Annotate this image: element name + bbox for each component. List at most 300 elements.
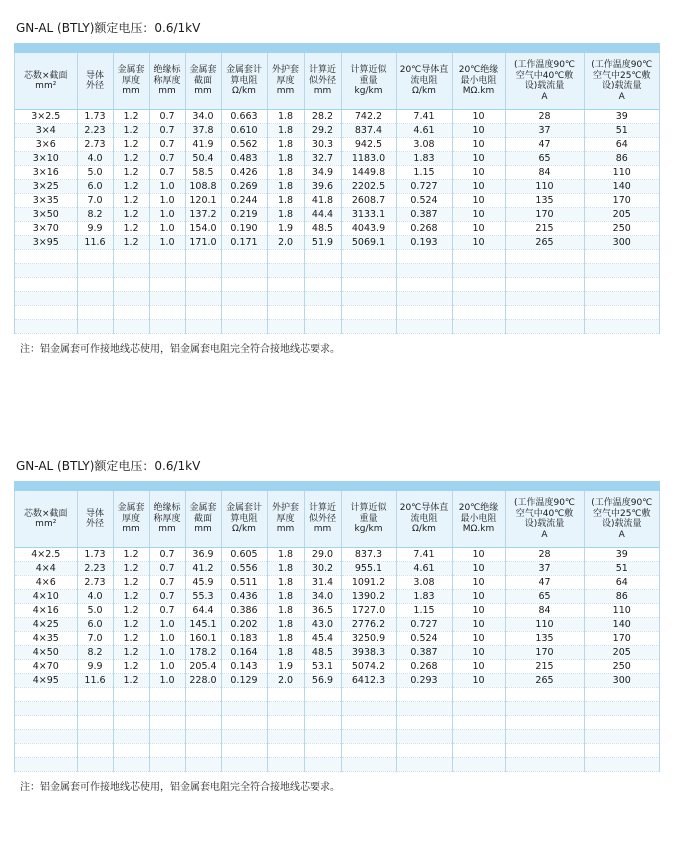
table-cell: 84 <box>505 604 584 618</box>
table-cell: 205.4 <box>185 660 221 674</box>
empty-cell <box>15 264 77 278</box>
table-cell: 32.7 <box>304 152 341 166</box>
table-cell: 1.8 <box>267 632 304 646</box>
table-cell: 0.7 <box>149 166 185 180</box>
empty-cell <box>149 320 185 334</box>
empty-cell <box>77 758 113 772</box>
table-cell: 110 <box>584 166 659 180</box>
table-cell: 10 <box>452 646 505 660</box>
table-cell: 140 <box>584 180 659 194</box>
table-cell: 215 <box>505 660 584 674</box>
table-row <box>15 674 659 688</box>
table-cell: 43.0 <box>304 618 341 632</box>
table-cell: 4×95 <box>15 674 77 688</box>
empty-row <box>15 320 659 334</box>
column-header-line: 计算近 <box>308 65 336 76</box>
table-cell: 84 <box>505 166 584 180</box>
table-cell: 10 <box>452 618 505 632</box>
column-header-line: 流电阻 <box>410 75 438 86</box>
table-cell: 64.4 <box>185 604 221 618</box>
table-cell: 3.08 <box>396 138 452 152</box>
table-cell: 0.386 <box>221 604 267 618</box>
table-cell: 41.2 <box>185 562 221 576</box>
table-cell: 1.9 <box>267 222 304 236</box>
table-cell: 1.0 <box>149 194 185 208</box>
empty-cell <box>267 292 304 306</box>
table-cell: 64 <box>584 576 659 590</box>
table-cell: 4.61 <box>396 562 452 576</box>
table-cell: 4043.9 <box>341 222 396 236</box>
column-header <box>304 53 341 110</box>
empty-cell <box>304 744 341 758</box>
empty-cell <box>505 306 584 320</box>
empty-cell <box>221 320 267 334</box>
table-cell: 1.15 <box>396 604 452 618</box>
table-cell: 0.7 <box>149 124 185 138</box>
table-cell: 0.483 <box>221 152 267 166</box>
table-cell: 2.73 <box>77 138 113 152</box>
table-cell: 36.5 <box>304 604 341 618</box>
empty-cell <box>505 292 584 306</box>
table-cell: 6.0 <box>77 618 113 632</box>
table-cell: 178.2 <box>185 646 221 660</box>
empty-cell <box>304 716 341 730</box>
empty-cell <box>396 264 452 278</box>
empty-cell <box>221 278 267 292</box>
column-header-line: 20℃导体直 <box>399 503 449 514</box>
column-header <box>341 491 396 548</box>
empty-cell <box>15 744 77 758</box>
column-header-line: 金属套计 <box>225 503 262 514</box>
table-cell: 942.5 <box>341 138 396 152</box>
column-header-line: 金属套 <box>117 65 145 76</box>
table-row <box>15 618 659 632</box>
table-cell: 0.244 <box>221 194 267 208</box>
table-cell: 1.2 <box>113 646 149 660</box>
table-cell: 4×10 <box>15 590 77 604</box>
table-cell: 0.426 <box>221 166 267 180</box>
empty-cell <box>221 716 267 730</box>
empty-cell <box>149 250 185 264</box>
column-header-line: (工作温度90℃ <box>591 60 653 70</box>
column-header <box>185 53 221 110</box>
table-cell: 51.9 <box>304 236 341 250</box>
table-cell: 0.7 <box>149 562 185 576</box>
table-cell: 2.23 <box>77 124 113 138</box>
column-header-line: 外护套 <box>271 65 299 76</box>
column-header-line: 20℃导体直 <box>399 65 449 76</box>
column-header-line: kg/km <box>354 524 383 535</box>
empty-cell <box>396 702 452 716</box>
column-header-line: 算电阻 <box>230 75 258 86</box>
empty-cell <box>396 320 452 334</box>
column-header-line: mm² <box>35 519 57 529</box>
table-cell: 120.1 <box>185 194 221 208</box>
empty-cell <box>15 702 77 716</box>
header-row <box>15 53 659 110</box>
table-row <box>15 166 659 180</box>
footnote: 注：铝金属套可作接地线芯使用，铝金属套电阻完全符合接地线芯要求。 <box>20 344 340 355</box>
empty-cell <box>452 758 505 772</box>
table-cell: 51 <box>584 124 659 138</box>
table-cell: 0.190 <box>221 222 267 236</box>
empty-cell <box>452 730 505 744</box>
column-header-line: 金属套计 <box>225 65 262 76</box>
table-cell: 135 <box>505 194 584 208</box>
table-cell: 0.268 <box>396 222 452 236</box>
table-cell: 0.511 <box>221 576 267 590</box>
empty-cell <box>341 688 396 702</box>
empty-cell <box>185 264 221 278</box>
empty-cell <box>341 744 396 758</box>
table-cell: 0.727 <box>396 618 452 632</box>
table-cell: 8.2 <box>77 646 113 660</box>
table-cell: 29.0 <box>304 548 341 562</box>
table-cell: 11.6 <box>77 236 113 250</box>
empty-row <box>15 716 659 730</box>
empty-cell <box>505 730 584 744</box>
column-header-line: mm <box>194 524 212 535</box>
table-row <box>15 604 659 618</box>
empty-cell <box>185 278 221 292</box>
column-header-line: Ω/km <box>232 86 256 97</box>
empty-cell <box>505 278 584 292</box>
empty-row <box>15 730 659 744</box>
table-cell: 0.610 <box>221 124 267 138</box>
table-cell: 1.2 <box>113 632 149 646</box>
column-header <box>505 491 584 548</box>
empty-cell <box>341 702 396 716</box>
table-cell: 30.2 <box>304 562 341 576</box>
empty-cell <box>77 278 113 292</box>
table-row <box>15 194 659 208</box>
empty-cell <box>341 716 396 730</box>
empty-cell <box>452 250 505 264</box>
empty-cell <box>452 716 505 730</box>
table-cell: 7.41 <box>396 548 452 562</box>
empty-cell <box>77 292 113 306</box>
column-header-line: A <box>541 91 548 102</box>
empty-cell <box>149 306 185 320</box>
empty-cell <box>221 688 267 702</box>
column-header-line: 最小电阻 <box>460 75 497 86</box>
table-cell: 86 <box>584 590 659 604</box>
table-cell: 145.1 <box>185 618 221 632</box>
table-cell: 10 <box>452 124 505 138</box>
column-header <box>15 53 77 110</box>
column-header-line: mm <box>313 86 332 97</box>
table-cell: 4×50 <box>15 646 77 660</box>
empty-row <box>15 744 659 758</box>
table-cell: 2.0 <box>267 674 304 688</box>
table-cell: 0.562 <box>221 138 267 152</box>
empty-cell <box>185 688 221 702</box>
empty-cell <box>452 688 505 702</box>
column-header-line: 空气中25℃敷 <box>592 508 651 519</box>
empty-cell <box>396 306 452 320</box>
empty-cell <box>185 320 221 334</box>
empty-cell <box>452 702 505 716</box>
empty-cell <box>113 730 149 744</box>
empty-cell <box>505 320 584 334</box>
table-cell: 1.8 <box>267 124 304 138</box>
empty-row <box>15 306 659 320</box>
table-cell: 28 <box>505 110 584 124</box>
table-cell: 47 <box>505 138 584 152</box>
empty-cell <box>113 250 149 264</box>
table-cell: 1.2 <box>113 576 149 590</box>
empty-row <box>15 702 659 716</box>
table-cell: 1.8 <box>267 194 304 208</box>
column-header <box>77 491 113 548</box>
table-row <box>15 236 659 250</box>
empty-cell <box>267 320 304 334</box>
table-cell: 3133.1 <box>341 208 396 222</box>
table-cell: 28.2 <box>304 110 341 124</box>
table-cell: 1.83 <box>396 152 452 166</box>
table-cell: 1.2 <box>113 110 149 124</box>
table-cell: 1091.2 <box>341 576 396 590</box>
table-cell: 3×50 <box>15 208 77 222</box>
table-cell: 5.0 <box>77 604 113 618</box>
table-cell: 56.9 <box>304 674 341 688</box>
column-header-line: mm <box>122 86 140 97</box>
column-header-line: 金属套 <box>189 65 217 76</box>
table-cell: 0.7 <box>149 110 185 124</box>
empty-cell <box>341 250 396 264</box>
empty-cell <box>304 306 341 320</box>
cable-spec-section-3-core <box>14 18 660 355</box>
empty-cell <box>113 306 149 320</box>
table-cell: 0.663 <box>221 110 267 124</box>
table-row <box>15 208 659 222</box>
table-cell: 3×6 <box>35 139 56 150</box>
spec-table <box>15 491 659 772</box>
column-header-line: 20℃绝缘 <box>458 65 499 76</box>
empty-row <box>15 758 659 772</box>
table-cell: 170 <box>584 632 659 646</box>
empty-cell <box>341 306 396 320</box>
empty-cell <box>396 744 452 758</box>
column-header-line: (工作温度90℃ <box>513 498 576 508</box>
table-cell: 1449.8 <box>341 166 396 180</box>
table-cell: 51 <box>584 562 659 576</box>
empty-cell <box>505 688 584 702</box>
empty-cell <box>15 306 77 320</box>
empty-cell <box>15 278 77 292</box>
empty-cell <box>505 716 584 730</box>
empty-cell <box>396 292 452 306</box>
empty-cell <box>584 744 659 758</box>
table-cell: 3×16 <box>32 167 59 178</box>
column-header-line: 厚度 <box>276 513 295 524</box>
column-header-line: 似外径 <box>308 75 336 86</box>
column-header-line: A <box>618 529 625 540</box>
empty-cell <box>304 688 341 702</box>
table-cell: 2.73 <box>77 576 113 590</box>
table-cell: 2608.7 <box>341 194 396 208</box>
empty-cell <box>584 306 659 320</box>
column-header <box>221 53 267 110</box>
table-cell: 2776.2 <box>341 618 396 632</box>
table-cell: 64 <box>584 138 659 152</box>
column-header-line: mm <box>313 524 332 535</box>
table-row <box>15 660 659 674</box>
empty-cell <box>267 716 304 730</box>
table-cell: 5074.2 <box>341 660 396 674</box>
column-header-line: MΩ.km <box>462 524 495 535</box>
empty-cell <box>584 702 659 716</box>
table-cell: 1.2 <box>113 124 149 138</box>
column-header <box>341 53 396 110</box>
empty-row <box>15 292 659 306</box>
empty-cell <box>505 264 584 278</box>
column-header-line: 计算近似 <box>350 503 387 514</box>
table-cell: 4×6 <box>35 577 56 588</box>
table-cell: 3×35 <box>32 195 59 206</box>
table-cell: 250 <box>584 660 659 674</box>
empty-cell <box>149 264 185 278</box>
table-cell: 1.2 <box>113 138 149 152</box>
table-cell: 0.202 <box>221 618 267 632</box>
table-cell: 4×16 <box>32 605 59 616</box>
empty-cell <box>396 730 452 744</box>
empty-cell <box>77 250 113 264</box>
empty-cell <box>396 250 452 264</box>
empty-cell <box>267 688 304 702</box>
table-cell: 1.0 <box>149 618 185 632</box>
empty-cell <box>267 306 304 320</box>
empty-cell <box>77 264 113 278</box>
empty-cell <box>77 306 113 320</box>
column-header <box>113 491 149 548</box>
table-cell: 2202.5 <box>341 180 396 194</box>
table-cell: 4×70 <box>32 661 59 672</box>
empty-cell <box>185 758 221 772</box>
table-cell: 7.41 <box>396 110 452 124</box>
empty-cell <box>452 264 505 278</box>
table-cell: 1.0 <box>149 236 185 250</box>
table-cell: 0.556 <box>221 562 267 576</box>
table-cell: 1390.2 <box>341 590 396 604</box>
empty-cell <box>267 250 304 264</box>
empty-cell <box>15 250 77 264</box>
column-header <box>221 491 267 548</box>
column-header-line: 计算近似 <box>350 65 387 76</box>
table-cell: 0.164 <box>221 646 267 660</box>
column-header-line: 外护套 <box>271 503 299 514</box>
empty-cell <box>267 264 304 278</box>
column-header-line: 金属套 <box>117 503 145 514</box>
table-cell: 250 <box>584 222 659 236</box>
empty-cell <box>15 758 77 772</box>
table-cell: 171.0 <box>185 236 221 250</box>
table-cell: 10 <box>452 152 505 166</box>
column-header <box>396 53 452 110</box>
table-cell: 37 <box>505 562 584 576</box>
column-header-line: (工作温度90℃ <box>513 60 576 70</box>
column-header-line: 外径 <box>85 519 104 529</box>
table-row <box>15 110 659 124</box>
table-cell: 300 <box>584 674 659 688</box>
column-header-line: 重量 <box>359 75 378 86</box>
table-cell: 1.0 <box>149 660 185 674</box>
empty-cell <box>221 292 267 306</box>
table-cell: 86 <box>584 152 659 166</box>
table-cell: 3×4 <box>15 124 77 138</box>
empty-cell <box>341 264 396 278</box>
table-cell: 7.0 <box>77 194 113 208</box>
column-header-line: kg/km <box>354 86 383 97</box>
table-cell: 1.73 <box>77 548 113 562</box>
table-cell: 1727.0 <box>341 604 396 618</box>
table-cell: 1.2 <box>113 548 149 562</box>
table-cell: 1183.0 <box>341 152 396 166</box>
table-row <box>15 562 659 576</box>
empty-cell <box>452 320 505 334</box>
table-cell: 4×35 <box>32 633 59 644</box>
cable-spec-section-4-core <box>14 456 660 793</box>
table-cell: 10 <box>452 208 505 222</box>
column-header-line: 外径 <box>85 81 104 91</box>
table-cell: 1.8 <box>267 590 304 604</box>
table-cell: 1.8 <box>267 618 304 632</box>
table-cell: 0.268 <box>396 660 452 674</box>
table-cell: 4.61 <box>396 124 452 138</box>
empty-row <box>15 688 659 702</box>
empty-cell <box>113 278 149 292</box>
column-header <box>396 491 452 548</box>
table-row <box>15 576 659 590</box>
table-cell: 5.0 <box>77 166 113 180</box>
empty-cell <box>185 702 221 716</box>
empty-cell <box>584 250 659 264</box>
table-cell: 1.2 <box>113 562 149 576</box>
column-header <box>584 53 659 110</box>
empty-cell <box>341 730 396 744</box>
table-cell: 55.3 <box>185 590 221 604</box>
table-cell: 140 <box>584 618 659 632</box>
column-header-line: (工作温度90℃ <box>591 498 653 508</box>
empty-cell <box>584 758 659 772</box>
table-cell: 1.8 <box>267 562 304 576</box>
column-header <box>452 53 505 110</box>
table-cell: 0.7 <box>149 590 185 604</box>
table-row <box>15 632 659 646</box>
table-cell: 34.0 <box>185 110 221 124</box>
column-header-line: mm <box>276 86 295 97</box>
empty-cell <box>221 758 267 772</box>
table-cell: 1.0 <box>149 646 185 660</box>
table-cell: 39.6 <box>304 180 341 194</box>
column-header-line: 称厚度 <box>153 513 181 524</box>
table-cell: 48.5 <box>304 222 341 236</box>
table-cell: 5069.1 <box>341 236 396 250</box>
table-cell: 1.2 <box>113 222 149 236</box>
table-cell: 4×4 <box>15 562 77 576</box>
table-cell: 1.8 <box>267 208 304 222</box>
empty-cell <box>505 250 584 264</box>
empty-cell <box>505 702 584 716</box>
column-header <box>267 491 304 548</box>
empty-cell <box>584 264 659 278</box>
table-cell: 41.9 <box>185 138 221 152</box>
empty-cell <box>185 250 221 264</box>
table-cell: 742.2 <box>341 110 396 124</box>
column-header-line: 空气中40℃敷 <box>515 70 574 81</box>
table-cell: 154.0 <box>185 222 221 236</box>
empty-cell <box>149 702 185 716</box>
